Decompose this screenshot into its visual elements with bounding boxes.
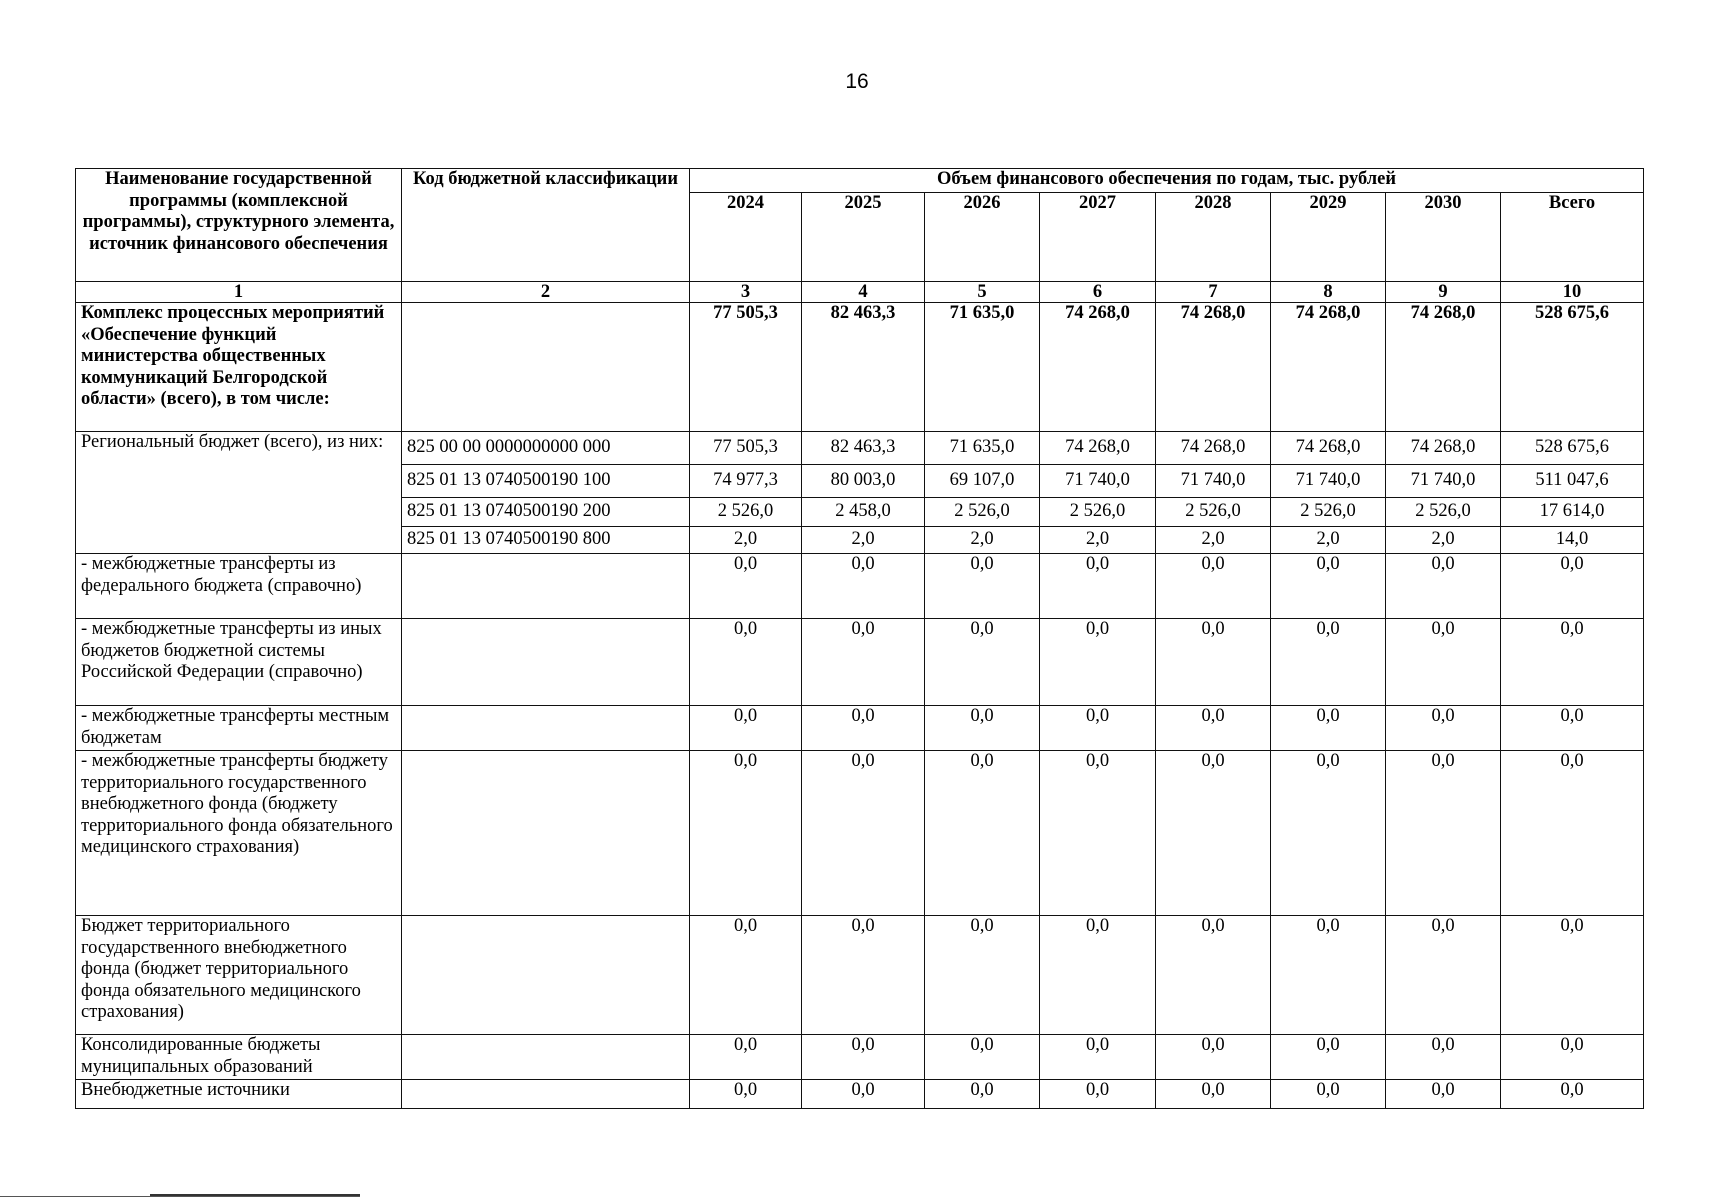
- scan-edge-line: [0, 1196, 360, 1197]
- row-name: - межбюджетные трансферты из иных бюджетов бюджетной системы Российской Федерации (справочно): [76, 619, 402, 706]
- value-cell: 0,0: [690, 706, 802, 751]
- value-cell: 528 675,6: [1501, 303, 1644, 432]
- value-cell: 74 268,0: [1386, 432, 1501, 465]
- value-cell: 14,0: [1501, 527, 1644, 554]
- header-year: 2030: [1386, 193, 1501, 282]
- code-cell: 825 01 13 0740500190 800: [402, 527, 690, 554]
- value-cell: 2,0: [690, 527, 802, 554]
- value-cell: 71 740,0: [1040, 465, 1156, 498]
- value-cell: 0,0: [1501, 751, 1644, 916]
- table-body: [76, 303, 1644, 1109]
- table-row: [76, 706, 1644, 751]
- column-index: 10: [1501, 282, 1644, 303]
- value-cell: 0,0: [802, 1080, 925, 1109]
- value-cell: 74 268,0: [1386, 303, 1501, 432]
- value-cell: 0,0: [1271, 706, 1386, 751]
- code-cell: [402, 706, 690, 751]
- code-cell: [402, 1080, 690, 1109]
- header-year: Всего: [1501, 193, 1644, 282]
- value-cell: 0,0: [1040, 916, 1156, 1035]
- value-cell: 0,0: [1271, 916, 1386, 1035]
- header-year: 2025: [802, 193, 925, 282]
- value-cell: 0,0: [1271, 751, 1386, 916]
- header-year: 2028: [1156, 193, 1271, 282]
- value-cell: 71 740,0: [1271, 465, 1386, 498]
- value-cell: 0,0: [690, 554, 802, 619]
- column-index: 1: [76, 282, 402, 303]
- value-cell: 0,0: [1501, 1080, 1644, 1109]
- column-index: 6: [1040, 282, 1156, 303]
- value-cell: 2 526,0: [690, 498, 802, 527]
- value-cell: 0,0: [802, 619, 925, 706]
- value-cell: 511 047,6: [1501, 465, 1644, 498]
- value-cell: 0,0: [1501, 554, 1644, 619]
- value-cell: 2 526,0: [1156, 498, 1271, 527]
- value-cell: 0,0: [925, 916, 1040, 1035]
- row-name: Бюджет территориального государственного внебюджетного фонда (бюджет территориального фонда обязательного медицинского страхования): [76, 916, 402, 1035]
- value-cell: 0,0: [1156, 916, 1271, 1035]
- value-cell: 0,0: [1386, 916, 1501, 1035]
- table-row: [76, 432, 1644, 465]
- value-cell: 2,0: [1040, 527, 1156, 554]
- header-year: 2024: [690, 193, 802, 282]
- code-cell: [402, 1035, 690, 1080]
- value-cell: 0,0: [1501, 916, 1644, 1035]
- value-cell: 0,0: [1156, 1035, 1271, 1080]
- value-cell: 0,0: [802, 554, 925, 619]
- code-cell: 825 01 13 0740500190 200: [402, 498, 690, 527]
- value-cell: 69 107,0: [925, 465, 1040, 498]
- value-cell: 0,0: [1156, 706, 1271, 751]
- header-volume: Объем финансового обеспечения по годам, тыс. рублей: [690, 169, 1644, 193]
- value-cell: 2,0: [1386, 527, 1501, 554]
- value-cell: 74 268,0: [1271, 432, 1386, 465]
- value-cell: 0,0: [690, 619, 802, 706]
- value-cell: 71 740,0: [1386, 465, 1501, 498]
- scan-edge-line: [150, 1194, 360, 1196]
- value-cell: 0,0: [1271, 619, 1386, 706]
- value-cell: 0,0: [1271, 1035, 1386, 1080]
- value-cell: 0,0: [1501, 619, 1644, 706]
- value-cell: 0,0: [1501, 1035, 1644, 1080]
- value-cell: 0,0: [1386, 751, 1501, 916]
- value-cell: 0,0: [1040, 619, 1156, 706]
- value-cell: 0,0: [1040, 751, 1156, 916]
- value-cell: 0,0: [925, 751, 1040, 916]
- value-cell: 0,0: [1386, 1035, 1501, 1080]
- value-cell: 0,0: [1156, 554, 1271, 619]
- row-name: - межбюджетные трансферты местным бюджетам: [76, 706, 402, 751]
- table-row: [76, 916, 1644, 1035]
- value-cell: 0,0: [1040, 1080, 1156, 1109]
- value-cell: 74 268,0: [1156, 303, 1271, 432]
- column-index: 4: [802, 282, 925, 303]
- row-name: - межбюджетные трансферты бюджету территориального государственного внебюджетного фонда (бюджету территориального фонда обязательного медицинского страхования): [76, 751, 402, 916]
- financing-table: [75, 168, 1644, 1109]
- header-index-row: [76, 282, 1644, 303]
- value-cell: 0,0: [802, 706, 925, 751]
- value-cell: 0,0: [690, 916, 802, 1035]
- column-index: 8: [1271, 282, 1386, 303]
- code-cell: [402, 554, 690, 619]
- value-cell: 2 458,0: [802, 498, 925, 527]
- value-cell: 0,0: [925, 619, 1040, 706]
- header-year: 2029: [1271, 193, 1386, 282]
- value-cell: 74 268,0: [1156, 432, 1271, 465]
- value-cell: 0,0: [925, 706, 1040, 751]
- table-row: [76, 303, 1644, 432]
- value-cell: 0,0: [1501, 706, 1644, 751]
- header-year: 2026: [925, 193, 1040, 282]
- header-code: Код бюджетной классификации: [402, 169, 690, 282]
- row-name: Внебюджетные источники: [76, 1080, 402, 1109]
- table-row: [76, 1080, 1644, 1109]
- value-cell: 0,0: [1040, 706, 1156, 751]
- value-cell: 0,0: [1386, 1080, 1501, 1109]
- table-row: [76, 554, 1644, 619]
- code-cell: [402, 619, 690, 706]
- value-cell: 2 526,0: [1040, 498, 1156, 527]
- table-row: [76, 1035, 1644, 1080]
- value-cell: 2,0: [802, 527, 925, 554]
- value-cell: 0,0: [690, 751, 802, 916]
- value-cell: 80 003,0: [802, 465, 925, 498]
- code-cell: 825 01 13 0740500190 100: [402, 465, 690, 498]
- header-year: 2027: [1040, 193, 1156, 282]
- value-cell: 71 635,0: [925, 303, 1040, 432]
- code-cell: [402, 303, 690, 432]
- value-cell: 17 614,0: [1501, 498, 1644, 527]
- row-name: Региональный бюджет (всего), из них:: [76, 432, 402, 554]
- table-row: [76, 619, 1644, 706]
- value-cell: 82 463,3: [802, 303, 925, 432]
- row-name: Консолидированные бюджеты муниципальных образований: [76, 1035, 402, 1080]
- value-cell: 0,0: [1040, 554, 1156, 619]
- value-cell: 82 463,3: [802, 432, 925, 465]
- code-cell: [402, 751, 690, 916]
- value-cell: 0,0: [1386, 554, 1501, 619]
- row-name: - межбюджетные трансферты из федерального бюджета (справочно): [76, 554, 402, 619]
- value-cell: 74 268,0: [1040, 432, 1156, 465]
- value-cell: 2,0: [1271, 527, 1386, 554]
- value-cell: 0,0: [1040, 1035, 1156, 1080]
- column-index: 2: [402, 282, 690, 303]
- value-cell: 77 505,3: [690, 303, 802, 432]
- value-cell: 2 526,0: [925, 498, 1040, 527]
- column-index: 5: [925, 282, 1040, 303]
- value-cell: 0,0: [1156, 619, 1271, 706]
- header-name: Наименование государственной программы (комплексной программы), структурного элемента, источник финансового обеспечения: [76, 169, 402, 282]
- value-cell: 528 675,6: [1501, 432, 1644, 465]
- column-index: 7: [1156, 282, 1271, 303]
- value-cell: 0,0: [1156, 1080, 1271, 1109]
- column-index: 9: [1386, 282, 1501, 303]
- table-row: [76, 751, 1644, 916]
- value-cell: 2,0: [925, 527, 1040, 554]
- code-cell: 825 00 00 0000000000 000: [402, 432, 690, 465]
- value-cell: 0,0: [690, 1080, 802, 1109]
- value-cell: 0,0: [925, 1035, 1040, 1080]
- column-index: 3: [690, 282, 802, 303]
- value-cell: 2 526,0: [1271, 498, 1386, 527]
- value-cell: 0,0: [925, 1080, 1040, 1109]
- value-cell: 0,0: [802, 751, 925, 916]
- page-number: 16: [845, 70, 869, 93]
- value-cell: 2 526,0: [1386, 498, 1501, 527]
- value-cell: 0,0: [1271, 1080, 1386, 1109]
- code-cell: [402, 916, 690, 1035]
- row-name: Комплекс процессных мероприятий «Обеспечение функций министерства общественных коммуникаций Белгородской области» (всего), в том числе:: [76, 303, 402, 432]
- value-cell: 0,0: [1386, 619, 1501, 706]
- value-cell: 74 977,3: [690, 465, 802, 498]
- value-cell: 0,0: [802, 916, 925, 1035]
- header-row-top: [76, 169, 1644, 193]
- value-cell: 0,0: [1386, 706, 1501, 751]
- value-cell: 0,0: [802, 1035, 925, 1080]
- value-cell: 0,0: [1156, 751, 1271, 916]
- value-cell: 71 635,0: [925, 432, 1040, 465]
- value-cell: 77 505,3: [690, 432, 802, 465]
- value-cell: 0,0: [925, 554, 1040, 619]
- value-cell: 74 268,0: [1271, 303, 1386, 432]
- value-cell: 71 740,0: [1156, 465, 1271, 498]
- value-cell: 2,0: [1156, 527, 1271, 554]
- value-cell: 74 268,0: [1040, 303, 1156, 432]
- value-cell: 0,0: [690, 1035, 802, 1080]
- value-cell: 0,0: [1271, 554, 1386, 619]
